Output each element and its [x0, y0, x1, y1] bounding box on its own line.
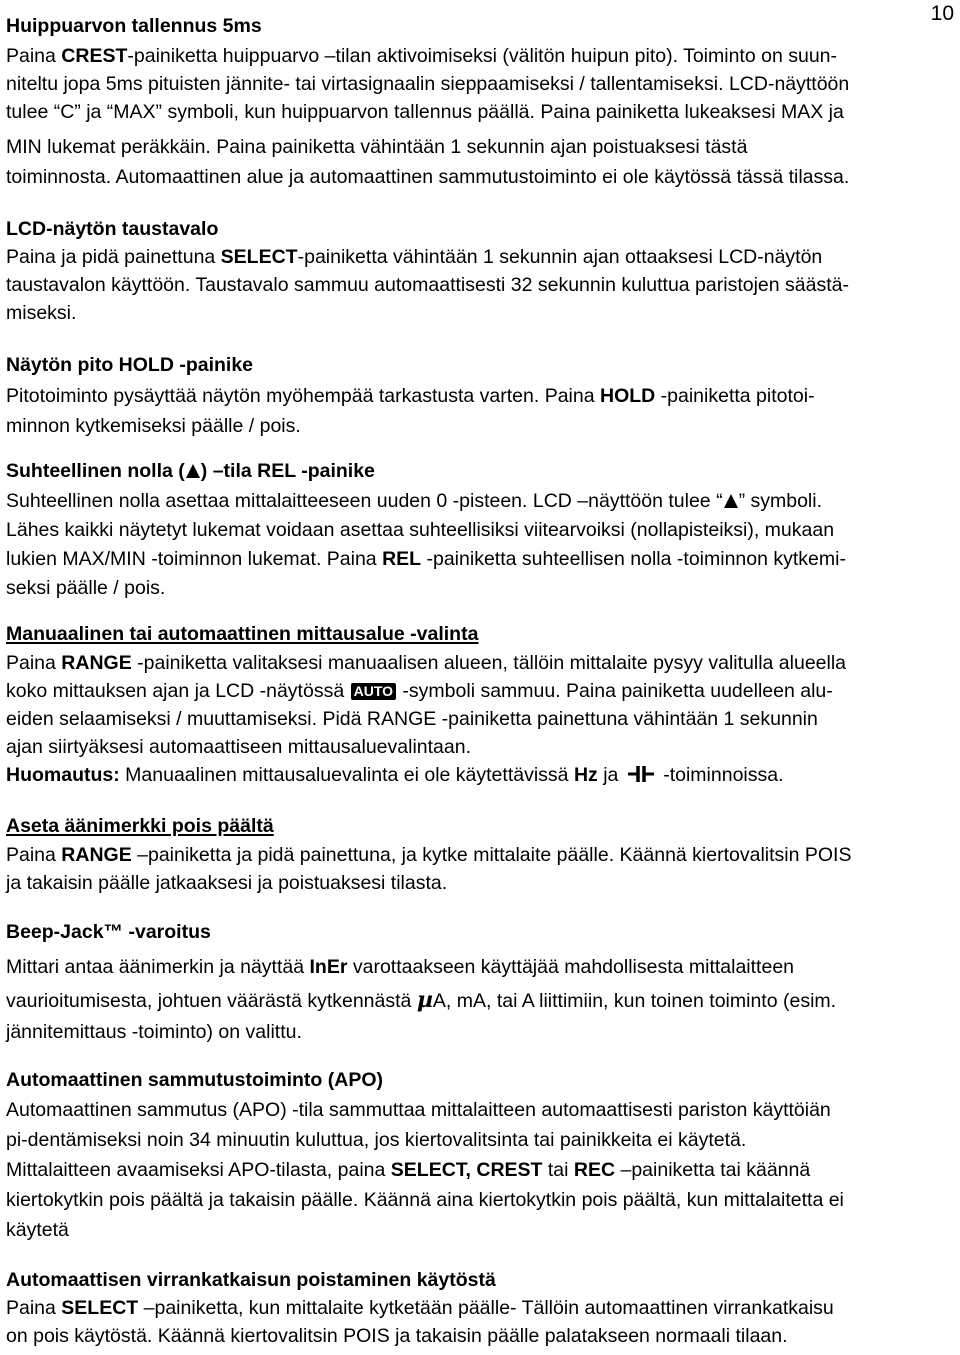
range-note: Huomautus: Manuaalinen mittausaluevalinta ei ole käytettävissä Hz ja -toiminnoissa.: [6, 764, 784, 786]
beepjack-line-3: jännitemittaus -toiminto) on valittu.: [6, 1021, 302, 1043]
rel-line-1: Suhteellinen nolla asettaa mittalaitteeseen uuden 0 -pisteen. LCD –näyttöön tulee “ ” symboli.: [6, 490, 822, 512]
backlight-line-3: miseksi.: [6, 302, 77, 324]
section-title-hold: Näytön pito HOLD -painike: [6, 354, 254, 376]
crest-line-3: tulee “C” ja “MAX” symboli, kun huippuarvon tallennus päällä. Paina painiketta lukeaksesi MAX ja: [6, 101, 844, 123]
backlight-line-1: Paina ja pidä painettuna SELECT-painiketta vähintään 1 sekunnin ajan ottaaksesi LCD-näytön: [6, 246, 823, 268]
hold-line-1: Pitotoiminto pysäyttää näytön myöhempää tarkastusta varten. Paina HOLD -painiketta pitotoi-: [6, 385, 815, 407]
apo-line-5: käytetä: [6, 1219, 69, 1241]
crest-line-5: toiminnosta. Automaattinen alue ja automaattinen sammutustoiminto ei ole käytössä tässä tilassa.: [6, 166, 850, 188]
hold-line-2: minnon kytkemiseksi päälle / pois.: [6, 415, 301, 437]
crest-line-2: niteltu jopa 5ms pituisten jännite- tai virtasignaalin sieppaamiseksi / tallentamiseksi. LCD-näyttöön: [6, 73, 850, 95]
apo-line-4: kiertokytkin pois päältä ja takaisin päälle. Käännä aina kiertokytkin pois päältä, kun mittalaitetta ei: [6, 1189, 844, 1211]
section-title-backlight: LCD-näytön taustavalo: [6, 218, 219, 240]
crest-line-1: Paina CREST-painiketta huippuarvo –tilan aktivoimiseksi (välitön huipun pito). Toiminto on suun-: [6, 45, 837, 67]
apo-line-3: Mittalaitteen avaamiseksi APO-tilasta, paina SELECT, CREST tai REC –painiketta tai käännä: [6, 1159, 811, 1181]
apo-off-line-1: Paina SELECT –painiketta, kun mittalaite kytketään päälle- Tällöin automaattinen virrankatkaisu: [6, 1297, 834, 1319]
section-title-beep-off: Aseta äänimerkki pois päältä: [6, 815, 274, 837]
rel-line-3: lukien MAX/MIN -toiminnon lukemat. Paina REL -painiketta suhteellisen nolla -toiminnon kytkemi-: [6, 548, 846, 570]
apo-line-2: pi-dentämiseksi noin 34 minuutin kuluttua, jos kiertovalitsinta tai painikkeita ei käytetä.: [6, 1129, 747, 1151]
apo-off-line-2: on pois käytöstä. Käännä kiertovalitsin POIS ja takaisin päälle palatakseen normaali tilaan.: [6, 1325, 788, 1347]
beepjack-line-1: Mittari antaa äänimerkin ja näyttää InEr varottaakseen käyttäjää mahdollisesta mittalaitteen: [6, 956, 795, 978]
beep-off-line-1: Paina RANGE –painiketta ja pidä painettuna, ja kytke mittalaite päälle. Käännä kiertovalitsin POIS: [6, 844, 852, 866]
section-title-apo: Automaattinen sammutustoiminto (APO): [6, 1069, 384, 1091]
section-title-apo-off: Automaattisen virrankatkaisun poistaminen käytöstä: [6, 1269, 496, 1291]
delta-triangle-icon: [724, 494, 738, 508]
rel-line-4: seksi päälle / pois.: [6, 577, 166, 599]
section-title-range: Manuaalinen tai automaattinen mittausalue -valinta: [6, 623, 479, 645]
backlight-line-2: taustavalon käyttöön. Taustavalo sammuu automaattisesti 32 sekunnin kuluttua paristojen säästä-: [6, 274, 849, 296]
range-line-3: eiden selaamiseksi / muuttamiseksi. Pidä RANGE -painiketta painettuna vähintään 1 sekunnin: [6, 708, 818, 730]
page-number: 10: [930, 2, 954, 25]
rel-line-2: Lähes kaikki näytetyt lukemat voidaan asettaa suhteellisiksi viitearvoiksi (nollapisteiksi), mukaan: [6, 519, 835, 541]
range-line-2: koko mittauksen ajan ja LCD -näytössä AUTO -symboli sammuu. Paina painiketta uudelleen alu-: [6, 680, 833, 702]
auto-badge-icon: AUTO: [351, 683, 396, 700]
section-title-crest: Huippuarvon tallennus 5ms: [6, 15, 262, 37]
range-line-4: ajan siirtyäksesi automaattiseen mittausaluevalintaan.: [6, 736, 472, 758]
delta-triangle-icon: [186, 464, 200, 478]
beepjack-line-2: vaurioitumisesta, johtuen väärästä kytkennästä µA, mA, tai A liittimiin, kun toinen toiminto (esim.: [6, 987, 837, 1013]
crest-line-4: MIN lukemat peräkkäin. Paina painiketta vähintään 1 sekunnin ajan poistuaksesi tästä: [6, 136, 748, 158]
range-line-1: Paina RANGE -painiketta valitaksesi manuaalisen alueen, tällöin mittalaite pysyy valitulla alueella: [6, 652, 847, 674]
capacitor-symbol-icon: [628, 765, 654, 783]
beep-off-line-2: ja takaisin päälle jatkaaksesi ja poistuaksesi tilasta.: [6, 872, 448, 894]
section-title-beepjack: Beep-Jack™ -varoitus: [6, 921, 211, 943]
apo-line-1: Automaattinen sammutus (APO) -tila sammuttaa mittalaitteen automaattisesti pariston käyttöiän: [6, 1099, 831, 1121]
section-title-rel: Suhteellinen nolla ( ) –tila REL -painike: [6, 460, 375, 482]
